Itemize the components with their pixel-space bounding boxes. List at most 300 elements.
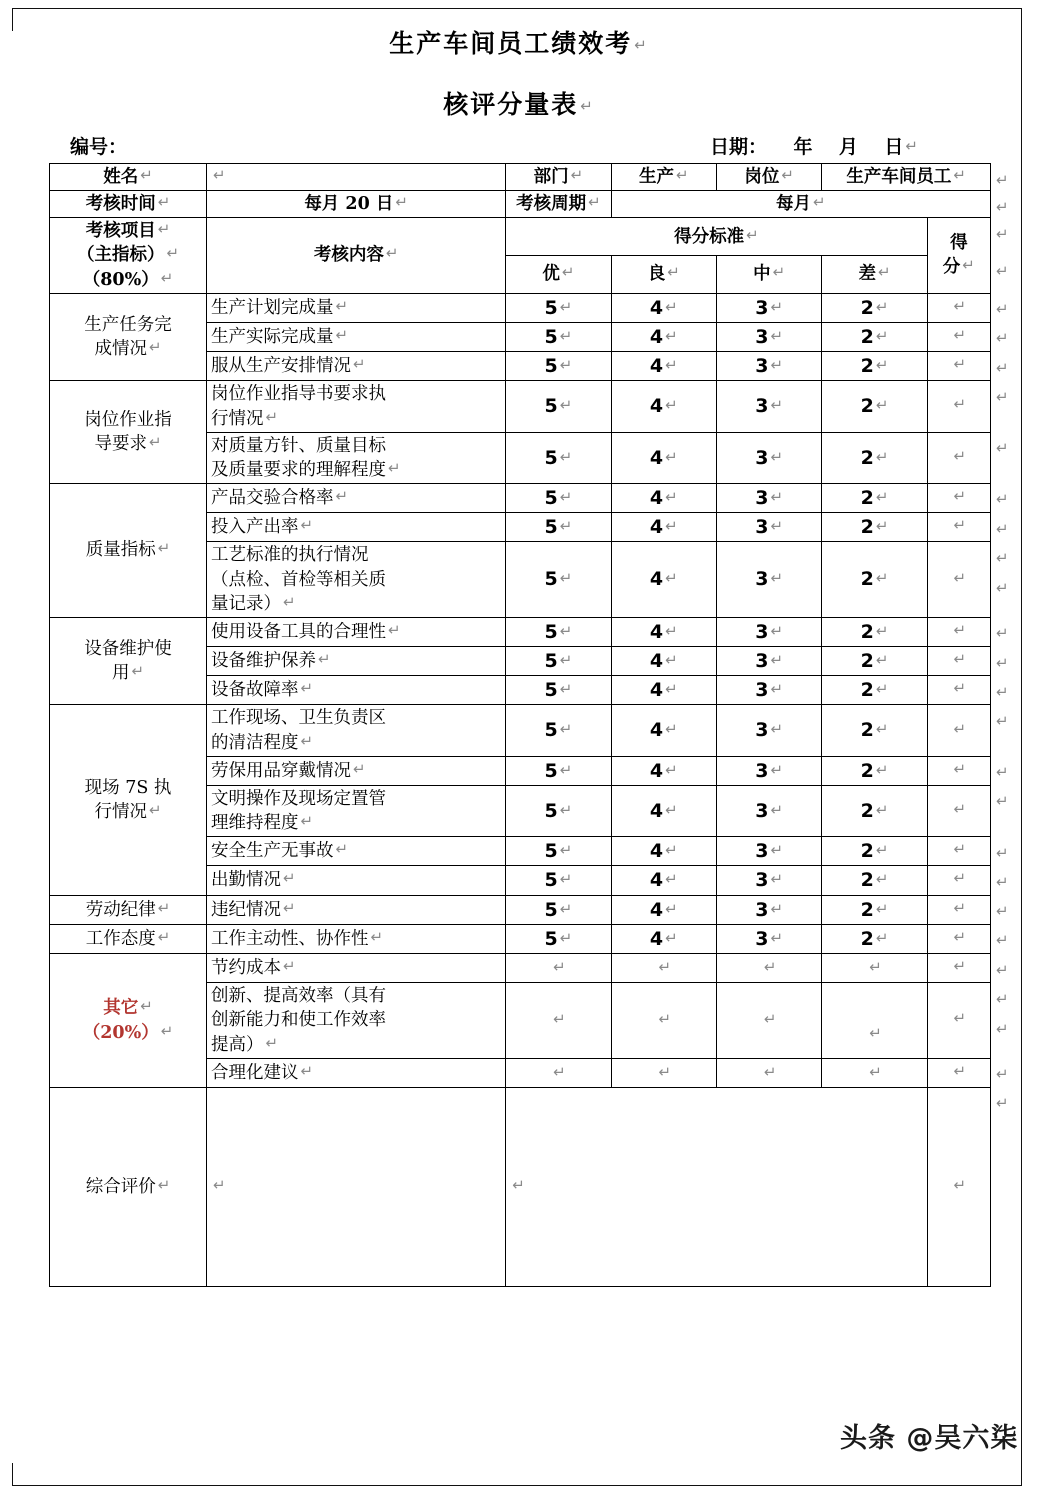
pilcrow-icon: ↵ <box>559 621 573 640</box>
pilcrow-icon: ↵ <box>875 651 889 669</box>
score-option-cell[interactable]: 3 ↵ <box>716 866 821 895</box>
pilcrow-icon: ↵ <box>996 224 1009 243</box>
score-option-cell[interactable]: 5 ↵ <box>506 676 611 705</box>
pilcrow-icon: ↵ <box>996 300 1009 319</box>
score-option-cell[interactable]: 2 ↵ <box>822 322 927 351</box>
watermark: 头条 @吴六柒 <box>840 1423 1019 1454</box>
name-value-cell[interactable] <box>207 164 506 191</box>
pilcrow-icon: ↵ <box>353 355 366 374</box>
pilcrow-icon: ↵ <box>665 928 678 947</box>
score-option-cell[interactable]: 2 ↵ <box>822 756 927 785</box>
pilcrow-icon: ↵ <box>875 928 889 947</box>
pilcrow-icon: ↵ <box>996 358 1009 377</box>
group-label-cell: 工作态度 ↵ <box>50 924 207 953</box>
pilcrow-icon: ↵ <box>953 869 967 888</box>
pilcrow-icon: ↵ <box>665 326 678 345</box>
score-option-cell[interactable]: 2 ↵ <box>822 676 927 705</box>
criteria-content-cell: 生产计划完成量 ↵ <box>207 293 506 322</box>
document-title-line-2 <box>0 85 1038 121</box>
score-option-cell[interactable]: 2 ↵ <box>822 617 927 646</box>
pilcrow-icon: ↵ <box>996 170 1009 189</box>
meta-line <box>0 132 1038 160</box>
post-label-cell: 岗位 ↵ <box>716 164 821 191</box>
pilcrow-icon: ↵ <box>962 256 975 275</box>
score-option-cell[interactable]: 4 ↵ <box>611 837 716 866</box>
criteria-content-cell: 服从生产安排情况 ↵ <box>207 352 506 381</box>
criteria-row <box>50 617 991 646</box>
pilcrow-icon: ↵ <box>388 458 401 477</box>
pilcrow-icon: ↵ <box>953 568 967 587</box>
pilcrow-icon: ↵ <box>770 396 784 415</box>
score-option-cell[interactable]: 5 ↵ <box>506 617 611 646</box>
score-result-cell[interactable] <box>927 647 990 676</box>
score-option-cell[interactable] <box>611 983 716 1058</box>
pilcrow-icon: ↵ <box>996 329 1009 348</box>
criteria-content-cell: 生产实际完成量 ↵ <box>207 322 506 351</box>
pilcrow-icon: ↵ <box>869 1062 882 1081</box>
score-option-cell[interactable]: 2 ↵ <box>822 293 927 322</box>
pilcrow-icon: ↵ <box>770 720 784 739</box>
pilcrow-icon: ↵ <box>875 326 889 345</box>
pilcrow-icon: ↵ <box>770 651 784 669</box>
score-option-cell[interactable]: 5 ↵ <box>506 293 611 322</box>
criteria-content-cell: 岗位作业指导书要求执 行情况 ↵ <box>207 381 506 432</box>
pilcrow-icon: ↵ <box>559 297 573 316</box>
criteria-row <box>50 895 991 924</box>
pilcrow-icon: ↵ <box>157 1175 171 1194</box>
pilcrow-icon: ↵ <box>953 166 966 184</box>
criteria-content-cell: 劳保用品穿戴情况 ↵ <box>207 756 506 785</box>
pilcrow-icon: ↵ <box>875 899 889 918</box>
score-option-cell[interactable]: 3 ↵ <box>716 352 821 381</box>
score-option-cell[interactable]: 4 ↵ <box>611 705 716 756</box>
pilcrow-icon: ↵ <box>763 958 777 977</box>
pilcrow-icon: ↵ <box>996 989 1009 1008</box>
group-label-cell: 现场 7S 执 行情况 ↵ <box>50 705 207 895</box>
pilcrow-icon: ↵ <box>746 225 759 244</box>
pilcrow-icon: ↵ <box>996 902 1009 921</box>
score-result-cell[interactable] <box>927 954 990 983</box>
pilcrow-icon: ↵ <box>996 439 1009 458</box>
pilcrow-icon: ↵ <box>553 958 566 977</box>
score-option-cell[interactable]: 5 ↵ <box>506 647 611 676</box>
pilcrow-icon: ↵ <box>953 1061 967 1080</box>
score-option-cell[interactable] <box>822 1058 927 1087</box>
assess-item-header-cell: 考核项目 ↵ （主指标） ↵ （80%） ↵ <box>50 218 207 293</box>
name-label-cell: 姓名 ↵ <box>50 164 207 191</box>
criteria-content-cell: 出勤情况 ↵ <box>207 866 506 895</box>
score-option-cell[interactable] <box>611 954 716 983</box>
pilcrow-icon: ↵ <box>665 651 678 669</box>
score-option-cell[interactable]: 3 ↵ <box>716 785 821 836</box>
score-option-cell[interactable]: 4 ↵ <box>611 483 716 512</box>
assess-time-label-cell: 考核时间 ↵ <box>50 191 207 218</box>
score-option-cell[interactable]: 4 ↵ <box>611 895 716 924</box>
criteria-content-cell: 工作主动性、协作性 ↵ <box>207 924 506 953</box>
assess-time-value-cell[interactable]: 每月 20 日 ↵ <box>207 191 506 218</box>
grade-header-4: 差 ↵ <box>822 255 927 293</box>
score-option-cell[interactable]: 3 ↵ <box>716 381 821 432</box>
pilcrow-icon: ↵ <box>996 1065 1009 1084</box>
score-option-cell[interactable]: 3 ↵ <box>716 647 821 676</box>
criteria-content-cell: 产品交验合格率 ↵ <box>207 483 506 512</box>
pilcrow-icon: ↵ <box>770 621 784 640</box>
pilcrow-icon: ↵ <box>875 396 889 415</box>
pilcrow-icon: ↵ <box>781 166 794 184</box>
pilcrow-icon: ↵ <box>770 800 784 819</box>
pilcrow-icon: ↵ <box>953 927 967 946</box>
info-row-cycle <box>50 191 991 218</box>
score-option-cell[interactable]: 3 ↵ <box>716 432 821 483</box>
score-option-cell[interactable]: 3 ↵ <box>716 542 821 617</box>
score-option-cell[interactable]: 2 ↵ <box>822 895 927 924</box>
date-label <box>710 132 918 159</box>
pilcrow-icon: ↵ <box>996 792 1009 811</box>
group-label-cell: 设备维护使 用 ↵ <box>50 617 207 705</box>
pilcrow-icon: ↵ <box>770 487 784 506</box>
score-option-cell[interactable] <box>506 954 611 983</box>
score-result-cell[interactable] <box>927 924 990 953</box>
pilcrow-icon: ↵ <box>667 263 680 282</box>
group-label-cell: 生产任务完 成情况 ↵ <box>50 293 207 381</box>
pilcrow-icon: ↵ <box>875 569 889 588</box>
score-option-cell[interactable]: 3 ↵ <box>716 617 821 646</box>
pilcrow-icon: ↵ <box>875 447 889 466</box>
score-result-cell[interactable] <box>927 756 990 785</box>
pilcrow-icon: ↵ <box>953 840 967 859</box>
pilcrow-icon: ↵ <box>665 800 678 819</box>
pilcrow-icon: ↵ <box>559 356 573 375</box>
pilcrow-icon: ↵ <box>157 927 171 946</box>
pilcrow-icon: ↵ <box>953 1009 967 1028</box>
score-option-cell[interactable] <box>822 983 927 1058</box>
pilcrow-icon: ↵ <box>395 193 408 212</box>
score-option-cell[interactable]: 2 ↵ <box>822 705 927 756</box>
score-result-cell[interactable] <box>927 676 990 705</box>
pilcrow-icon: ↵ <box>875 800 889 819</box>
pilcrow-icon: ↵ <box>559 899 573 918</box>
summary-content-cell[interactable] <box>506 1087 927 1286</box>
score-result-cell[interactable] <box>927 381 990 432</box>
pilcrow-icon: ↵ <box>996 872 1009 891</box>
score-option-cell[interactable]: 5 ↵ <box>506 381 611 432</box>
score-option-cell[interactable]: 4 ↵ <box>611 432 716 483</box>
pilcrow-icon: ↵ <box>658 958 672 977</box>
pilcrow-icon: ↵ <box>996 624 1009 643</box>
pilcrow-icon: ↵ <box>996 548 1009 567</box>
score-option-cell[interactable]: 5 ↵ <box>506 756 611 785</box>
pilcrow-icon: ↵ <box>157 898 171 917</box>
score-option-cell[interactable]: 2 ↵ <box>822 483 927 512</box>
score-option-cell[interactable]: 5 ↵ <box>506 866 611 895</box>
score-option-cell[interactable]: 5 ↵ <box>506 542 611 617</box>
pilcrow-icon: ↵ <box>160 1021 174 1040</box>
score-result-cell[interactable] <box>927 293 990 322</box>
pilcrow-icon: ↵ <box>770 928 784 947</box>
score-option-cell[interactable] <box>506 1058 611 1087</box>
pilcrow-icon: ↵ <box>875 356 889 375</box>
score-option-cell[interactable]: 2 ↵ <box>822 785 927 836</box>
criteria-content-cell: 创新、提高效率（具有 创新能力和使工作效率 提高） ↵ <box>207 983 506 1058</box>
pilcrow-icon: ↵ <box>875 487 889 506</box>
pilcrow-icon: ↵ <box>559 870 573 889</box>
pilcrow-icon: ↵ <box>283 898 296 917</box>
criteria-content-cell: 设备维护保养 ↵ <box>207 647 506 676</box>
score-result-cell[interactable] <box>927 483 990 512</box>
score-option-cell[interactable]: 4 ↵ <box>611 617 716 646</box>
score-option-cell[interactable]: 3 ↵ <box>716 756 821 785</box>
score-option-cell[interactable]: 4 ↵ <box>611 785 716 836</box>
score-result-cell[interactable] <box>927 895 990 924</box>
pilcrow-icon: ↵ <box>213 166 226 184</box>
pilcrow-icon: ↵ <box>160 268 174 287</box>
pilcrow-icon: ↵ <box>665 841 678 860</box>
pilcrow-icon: ↵ <box>996 578 1009 597</box>
score-result-cell[interactable] <box>927 785 990 836</box>
assess-cycle-value-cell[interactable]: 每月 ↵ <box>611 191 990 218</box>
score-option-cell[interactable]: 4 ↵ <box>611 924 716 953</box>
pilcrow-icon: ↵ <box>553 1010 566 1029</box>
pilcrow-icon: ↵ <box>770 569 784 588</box>
score-option-cell[interactable]: 3 ↵ <box>716 676 821 705</box>
score-option-cell[interactable]: 2 ↵ <box>822 513 927 542</box>
score-option-cell[interactable]: 5 ↵ <box>506 924 611 953</box>
score-option-cell[interactable]: 2 ↵ <box>822 837 927 866</box>
score-option-cell[interactable]: 4 ↵ <box>611 293 716 322</box>
pilcrow-icon: ↵ <box>559 517 573 536</box>
evaluation-table-body <box>50 164 991 1287</box>
pilcrow-icon: ↵ <box>996 1019 1009 1038</box>
pilcrow-icon: ↵ <box>953 446 967 465</box>
summary-result-cell[interactable] <box>927 1087 990 1286</box>
score-option-cell[interactable]: 5 ↵ <box>506 895 611 924</box>
pilcrow-icon: ↵ <box>559 841 573 860</box>
score-option-cell[interactable]: 5 ↵ <box>506 322 611 351</box>
assess-content-header-cell: 考核内容 ↵ <box>207 218 506 293</box>
pilcrow-icon: ↵ <box>996 262 1009 281</box>
post-value-cell[interactable]: 生产车间员工 ↵ <box>822 164 991 191</box>
pilcrow-icon: ↵ <box>875 517 889 536</box>
criteria-content-cell: 节约成本 ↵ <box>207 954 506 983</box>
title-line-2-text: 核评分量表 <box>443 90 579 119</box>
pilcrow-icon: ↵ <box>559 720 573 739</box>
score-option-cell[interactable]: 5 ↵ <box>506 432 611 483</box>
pilcrow-icon: ↵ <box>665 297 678 316</box>
criteria-content-cell: 文明操作及现场定置管 理维持程度 ↵ <box>207 785 506 836</box>
pilcrow-icon: ↵ <box>665 760 678 779</box>
header-row-top <box>50 218 991 256</box>
pilcrow-icon: ↵ <box>634 36 649 54</box>
pilcrow-icon: ↵ <box>131 662 145 681</box>
score-option-cell[interactable] <box>506 983 611 1058</box>
score-option-cell[interactable]: 3 ↵ <box>716 895 821 924</box>
score-result-cell[interactable] <box>927 1058 990 1087</box>
dept-value-cell[interactable]: 生产 ↵ <box>611 164 716 191</box>
score-result-cell[interactable] <box>927 542 990 617</box>
score-option-cell[interactable]: 5 ↵ <box>506 483 611 512</box>
criteria-content-cell: 安全生产无事故 ↵ <box>207 837 506 866</box>
assess-cycle-label-cell: 考核周期 ↵ <box>506 191 611 218</box>
pilcrow-icon: ↵ <box>996 843 1009 862</box>
pilcrow-icon: ↵ <box>953 679 967 698</box>
pilcrow-icon: ↵ <box>559 928 573 947</box>
pilcrow-icon: ↵ <box>166 244 180 263</box>
evaluation-table <box>49 163 991 1287</box>
pilcrow-icon: ↵ <box>953 486 967 505</box>
score-option-cell[interactable]: 4 ↵ <box>611 756 716 785</box>
pilcrow-icon: ↵ <box>553 1062 566 1081</box>
pilcrow-icon: ↵ <box>770 297 784 316</box>
score-result-cell[interactable] <box>927 432 990 483</box>
criteria-content-cell: 投入产出率 ↵ <box>207 513 506 542</box>
pilcrow-icon: ↵ <box>953 898 967 917</box>
date-label-text: 日期： 年 月 日 <box>710 136 904 158</box>
pilcrow-icon: ↵ <box>580 97 595 115</box>
pilcrow-icon: ↵ <box>996 387 1009 406</box>
pilcrow-icon: ↵ <box>996 931 1009 950</box>
pilcrow-icon: ↵ <box>300 731 314 750</box>
score-option-cell[interactable]: 2 ↵ <box>822 924 927 953</box>
score-option-cell[interactable] <box>716 983 821 1058</box>
score-option-cell[interactable]: 4 ↵ <box>611 513 716 542</box>
pilcrow-icon: ↵ <box>665 447 678 466</box>
pilcrow-icon: ↵ <box>559 487 573 506</box>
score-option-cell[interactable] <box>716 954 821 983</box>
score-result-cell[interactable] <box>927 983 990 1058</box>
pilcrow-icon: ↵ <box>996 960 1009 979</box>
score-option-cell[interactable]: 3 ↵ <box>716 837 821 866</box>
pilcrow-icon: ↵ <box>875 760 889 779</box>
score-option-cell[interactable] <box>611 1058 716 1087</box>
score-option-cell[interactable]: 4 ↵ <box>611 352 716 381</box>
pilcrow-icon: ↵ <box>283 957 296 976</box>
score-option-cell[interactable]: 3 ↵ <box>716 483 821 512</box>
pilcrow-icon: ↵ <box>996 1094 1009 1113</box>
score-option-cell[interactable]: 4 ↵ <box>611 381 716 432</box>
score-option-cell[interactable]: 4 ↵ <box>611 866 716 895</box>
group-label-cell: 质量指标 ↵ <box>50 483 207 617</box>
pilcrow-icon: ↵ <box>157 539 171 558</box>
criteria-content-cell: 使用设备工具的合理性 ↵ <box>207 617 506 646</box>
score-option-cell[interactable] <box>716 1058 821 1087</box>
pilcrow-icon: ↵ <box>300 679 314 698</box>
pilcrow-icon: ↵ <box>875 680 889 699</box>
score-option-cell[interactable]: 5 ↵ <box>506 705 611 756</box>
score-result-cell[interactable] <box>927 322 990 351</box>
pilcrow-icon: ↵ <box>265 407 279 426</box>
score-option-cell[interactable]: 5 ↵ <box>506 352 611 381</box>
pilcrow-icon: ↵ <box>875 297 889 316</box>
score-result-cell[interactable] <box>927 866 990 895</box>
score-result-cell[interactable] <box>927 352 990 381</box>
pilcrow-icon: ↵ <box>770 356 784 375</box>
dept-label-cell: 部门 ↵ <box>506 164 611 191</box>
pilcrow-icon: ↵ <box>953 355 967 374</box>
score-option-cell[interactable]: 4 ↵ <box>611 647 716 676</box>
pilcrow-icon: ↵ <box>996 519 1009 538</box>
score-option-cell[interactable]: 3 ↵ <box>716 705 821 756</box>
score-option-cell[interactable]: 2 ↵ <box>822 381 927 432</box>
pilcrow-icon: ↵ <box>996 490 1009 509</box>
pilcrow-icon: ↵ <box>658 1010 672 1029</box>
score-result-cell[interactable] <box>927 513 990 542</box>
score-result-cell[interactable] <box>927 837 990 866</box>
pilcrow-icon: ↵ <box>265 1033 279 1052</box>
score-option-cell[interactable]: 2 ↵ <box>822 432 927 483</box>
pilcrow-icon: ↵ <box>157 220 171 239</box>
pilcrow-icon: ↵ <box>905 137 918 155</box>
pilcrow-icon: ↵ <box>283 869 296 888</box>
pilcrow-icon: ↵ <box>869 1023 882 1042</box>
score-option-cell[interactable]: 4 ↵ <box>611 322 716 351</box>
pilcrow-icon: ↵ <box>148 433 162 452</box>
pilcrow-icon: ↵ <box>353 759 366 778</box>
pilcrow-icon: ↵ <box>813 193 826 212</box>
pilcrow-icon: ↵ <box>770 517 784 536</box>
score-standard-header-cell: 得分标准 ↵ <box>506 218 927 256</box>
score-option-cell[interactable]: 3 ↵ <box>716 322 821 351</box>
pilcrow-icon: ↵ <box>770 841 784 860</box>
pilcrow-icon: ↵ <box>335 296 349 315</box>
pilcrow-icon: ↵ <box>770 760 784 779</box>
score-option-cell[interactable]: 5 ↵ <box>506 785 611 836</box>
pilcrow-icon: ↵ <box>953 325 967 344</box>
score-option-cell[interactable]: 3 ↵ <box>716 924 821 953</box>
criteria-content-cell: 工作现场、卫生负责区 的清洁程度 ↵ <box>207 705 506 756</box>
pilcrow-icon: ↵ <box>875 841 889 860</box>
score-option-cell[interactable]: 2 ↵ <box>822 542 927 617</box>
grade-header-2: 良 ↵ <box>611 255 716 293</box>
grade-header-1: 优 ↵ <box>506 255 611 293</box>
pilcrow-icon: ↵ <box>658 1062 672 1081</box>
group-label-cell: 岗位作业指 导要求 ↵ <box>50 381 207 484</box>
criteria-content-cell: 对质量方针、质量目标 及质量要求的理解程度 ↵ <box>207 432 506 483</box>
score-option-cell[interactable]: 3 ↵ <box>716 513 821 542</box>
document-title-line-1 <box>0 24 1038 60</box>
other-group-label-cell: 其它 ↵ （20%） ↵ <box>50 954 207 1088</box>
pilcrow-icon: ↵ <box>996 653 1009 672</box>
pilcrow-icon: ↵ <box>148 338 162 357</box>
criteria-content-cell: 设备故障率 ↵ <box>207 676 506 705</box>
pilcrow-icon: ↵ <box>559 680 573 699</box>
score-option-cell[interactable]: 2 ↵ <box>822 866 927 895</box>
pilcrow-icon: ↵ <box>953 957 967 976</box>
pilcrow-icon: ↵ <box>953 1175 967 1194</box>
score-option-cell[interactable]: 4 ↵ <box>611 542 716 617</box>
score-option-cell[interactable]: 4 ↵ <box>611 676 716 705</box>
score-option-cell[interactable]: 5 ↵ <box>506 837 611 866</box>
pilcrow-icon: ↵ <box>157 193 171 212</box>
score-option-cell[interactable]: 2 ↵ <box>822 352 927 381</box>
pilcrow-icon: ↵ <box>770 680 784 699</box>
pilcrow-icon: ↵ <box>953 516 967 535</box>
summary-note-cell[interactable] <box>207 1087 506 1286</box>
criteria-content-cell: 合理化建议 ↵ <box>207 1058 506 1087</box>
score-option-cell[interactable] <box>822 954 927 983</box>
score-result-cell[interactable] <box>927 705 990 756</box>
score-result-cell[interactable] <box>927 617 990 646</box>
pilcrow-icon: ↵ <box>148 801 162 820</box>
criteria-row-other <box>50 954 991 983</box>
score-option-cell[interactable]: 5 ↵ <box>506 513 611 542</box>
pilcrow-icon: ↵ <box>559 396 573 415</box>
score-option-cell[interactable]: 3 ↵ <box>716 293 821 322</box>
score-option-cell[interactable]: 2 ↵ <box>822 647 927 676</box>
summary-label-cell: 综合评价 ↵ <box>50 1087 207 1286</box>
criteria-row <box>50 924 991 953</box>
pilcrow-icon: ↵ <box>665 899 678 918</box>
pilcrow-icon: ↵ <box>996 763 1009 782</box>
